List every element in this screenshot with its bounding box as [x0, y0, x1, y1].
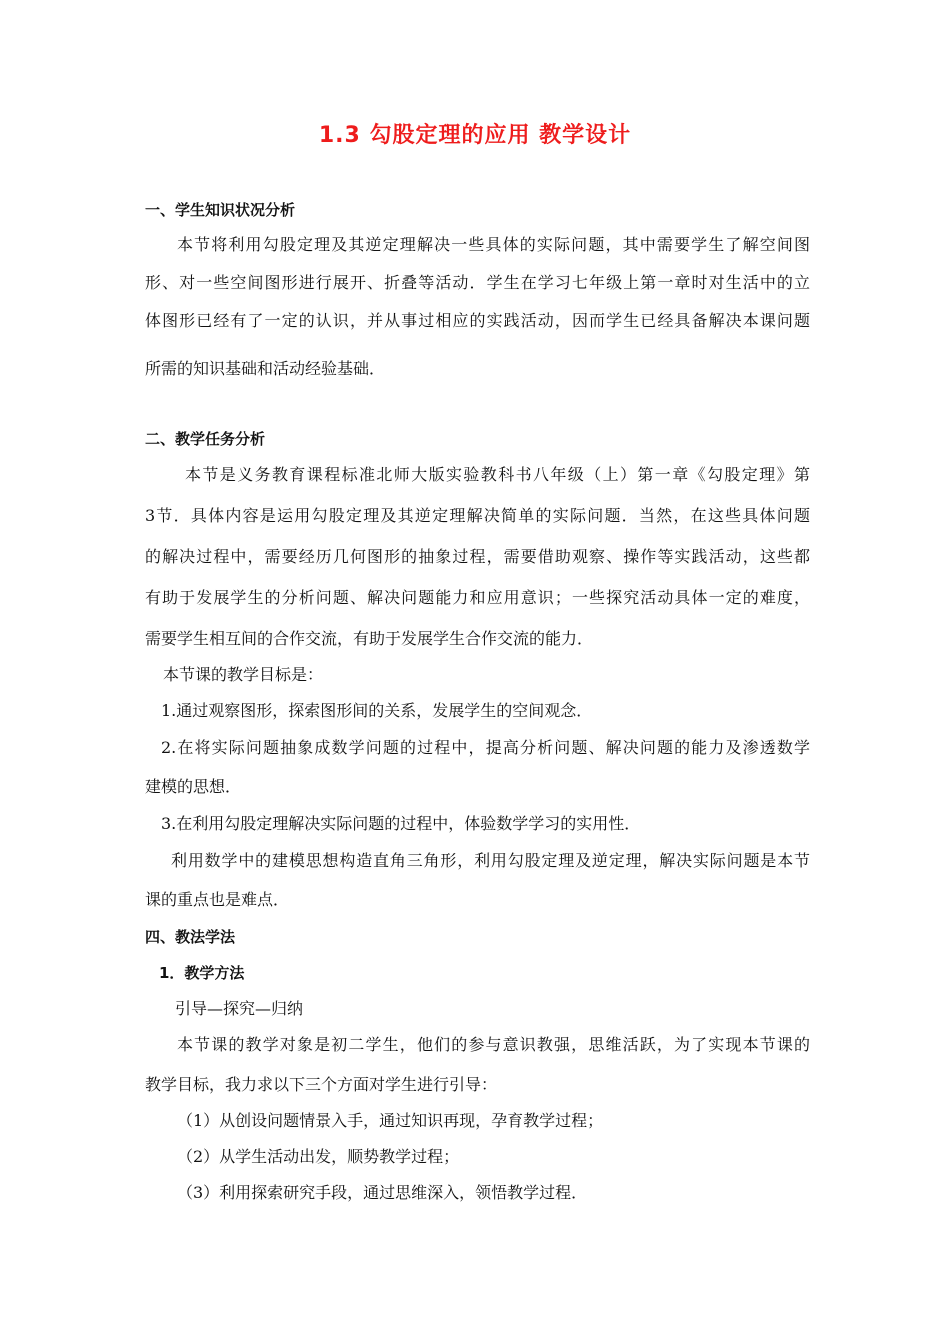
section-1-line: 本节将利用勾股定理及其逆定理解决一些具体的实际问题，其中需要学生了解空间图 [177, 235, 810, 254]
guidance-item: （2）从学生活动出发，顺势教学过程； [177, 1147, 460, 1166]
section-2-heading: 二、教学任务分析 [145, 430, 266, 448]
section-4-heading: 四、教法学法 [145, 928, 236, 946]
section-1-line: 体图形已经有了一定的认识，并从事过相应的实践活动，因而学生已经具备解决本课问题 [145, 311, 810, 330]
goal-item: 1.通过观察图形，探索图形间的关系，发展学生的空间观念． [161, 701, 593, 720]
method-paragraph-line: 本节课的教学对象是初二学生，他们的参与意识教强，思维活跃，为了实现本节课的 [177, 1035, 810, 1054]
key-point-line: 课的重点也是难点． [145, 890, 290, 909]
section-1-heading: 一、学生知识状况分析 [145, 201, 296, 219]
section-1-line: 形、对一些空间图形进行展开、折叠等活动．学生在学习七年级上第一章时对生活中的立 [145, 273, 810, 292]
key-point-line: 利用数学中的建模思想构造直角三角形，利用勾股定理及逆定理，解决实际问题是本节 [171, 851, 810, 870]
section-2-line: 需要学生相互间的合作交流，有助于发展学生合作交流的能力． [145, 629, 594, 648]
guidance-item: （3）利用探索研究手段，通过思维深入，领悟教学过程． [177, 1183, 588, 1202]
goal-item: 3.在利用勾股定理解决实际问题的过程中，体验数学学习的实用性． [161, 814, 641, 833]
goal-item: 2.在将实际问题抽象成数学问题的过程中，提高分析问题、解决问题的能力及渗透数学 [161, 738, 810, 757]
document-title: 1.3 勾股定理的应用 教学设计 [318, 123, 632, 148]
section-2-line: 本节是义务教育课程标准北师大版实验教科书八年级（上）第一章《勾股定理》第 [185, 465, 810, 484]
guidance-item: （1）从创设问题情景入手，通过知识再现，孕育教学过程； [177, 1111, 604, 1130]
section-2-line: 的解决过程中，需要经历几何图形的抽象过程，需要借助观察、操作等实践活动，这些都 [145, 547, 810, 566]
section-2-line: 有助于发展学生的分析问题、解决问题能力和应用意识；一些探究活动具体一定的难度， [145, 588, 810, 607]
goal-item-continued: 建模的思想． [145, 777, 242, 796]
section-2-line: 3节．具体内容是运用勾股定理及其逆定理解决简单的实际问题．当然，在这些具体问题 [145, 506, 810, 525]
section-1-line: 所需的知识基础和活动经验基础． [145, 359, 386, 378]
goals-intro: 本节课的教学目标是： [163, 665, 324, 684]
teaching-method-heading: 1．教学方法 [159, 964, 245, 982]
method-paragraph-line: 教学目标，我力求以下三个方面对学生进行引导： [145, 1075, 498, 1094]
teaching-method: 引导—探究—归纳 [175, 999, 304, 1018]
